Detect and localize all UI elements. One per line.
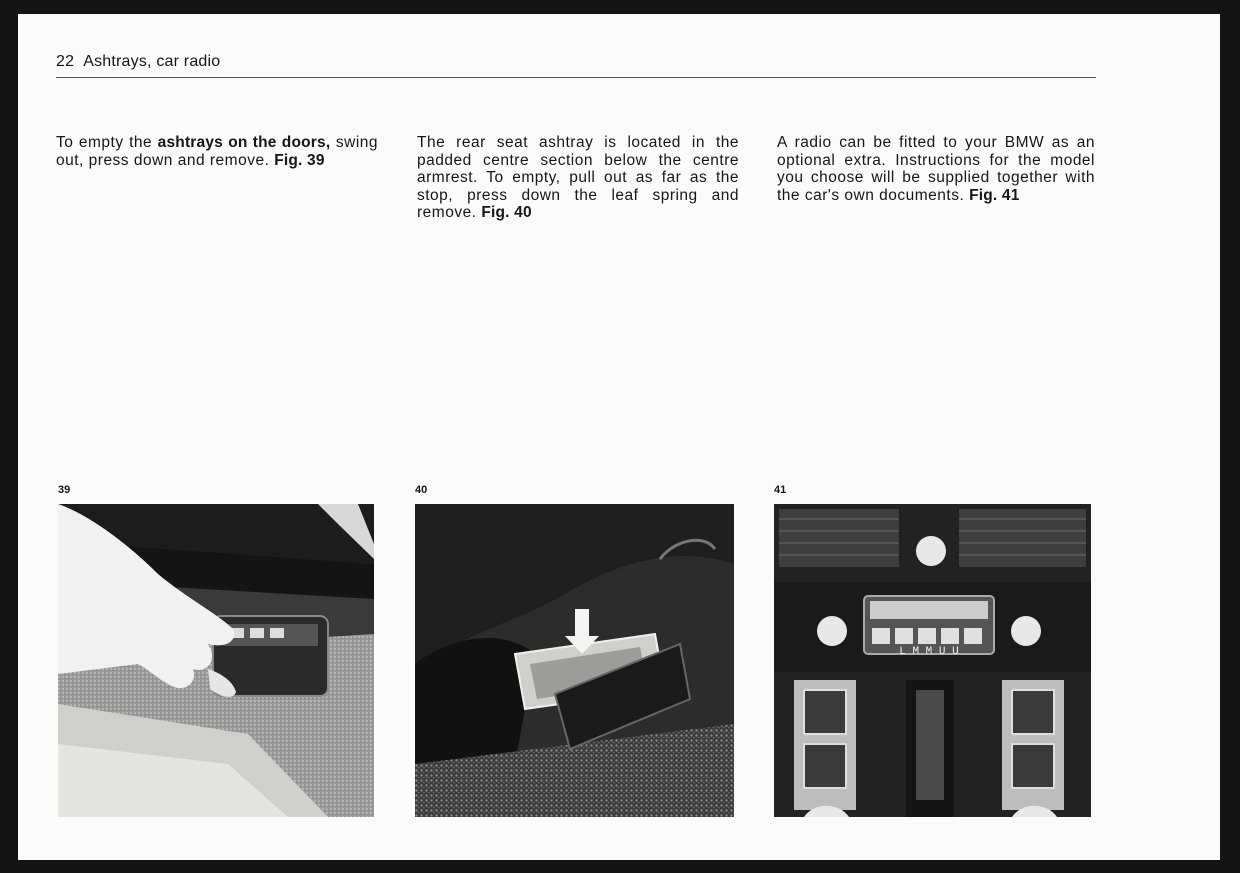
figure-label-41: 41 bbox=[774, 484, 787, 496]
paragraph-text: A radio can be fitted to your BMW as an optional extra. Instructions for the model you choose will be supplied together with the car's own documents. bbox=[777, 134, 1095, 204]
figure-reference: Fig. 40 bbox=[481, 204, 532, 222]
figure-40-photo bbox=[415, 504, 734, 817]
figure-39-photo bbox=[58, 504, 374, 817]
paragraph-text: The rear seat ashtray is located in the padded centre section below the centre armrest. To empty, pull out as far as the stop, press down the leaf spring and remove. bbox=[417, 134, 739, 222]
page-number: 22 bbox=[56, 53, 75, 70]
bold-phrase: ashtrays on the doors, bbox=[157, 134, 331, 151]
figure-label-39: 39 bbox=[58, 484, 71, 496]
page-header bbox=[56, 53, 220, 71]
paragraph-text: To empty the bbox=[56, 134, 158, 151]
figure-41-photo bbox=[774, 504, 1091, 817]
radio-console-illustration bbox=[774, 504, 1091, 817]
figure-reference: Fig. 39 bbox=[274, 151, 325, 169]
paragraph-text: swing out, press down and remove. bbox=[56, 134, 379, 169]
rear-ashtray-illustration bbox=[415, 504, 734, 817]
page-title: Ashtrays, car radio bbox=[83, 53, 221, 70]
radio-button-labels: L M M U U bbox=[899, 646, 959, 658]
figure-label-40: 40 bbox=[415, 484, 428, 496]
text-column-ashtrays-doors bbox=[56, 134, 378, 169]
door-ashtray-illustration bbox=[58, 504, 374, 817]
header-rule bbox=[56, 77, 1096, 78]
text-column-radio bbox=[777, 134, 1095, 204]
manual-page bbox=[18, 14, 1220, 860]
figure-reference: Fig. 41 bbox=[969, 186, 1020, 204]
text-column-rear-ashtray bbox=[417, 134, 739, 222]
